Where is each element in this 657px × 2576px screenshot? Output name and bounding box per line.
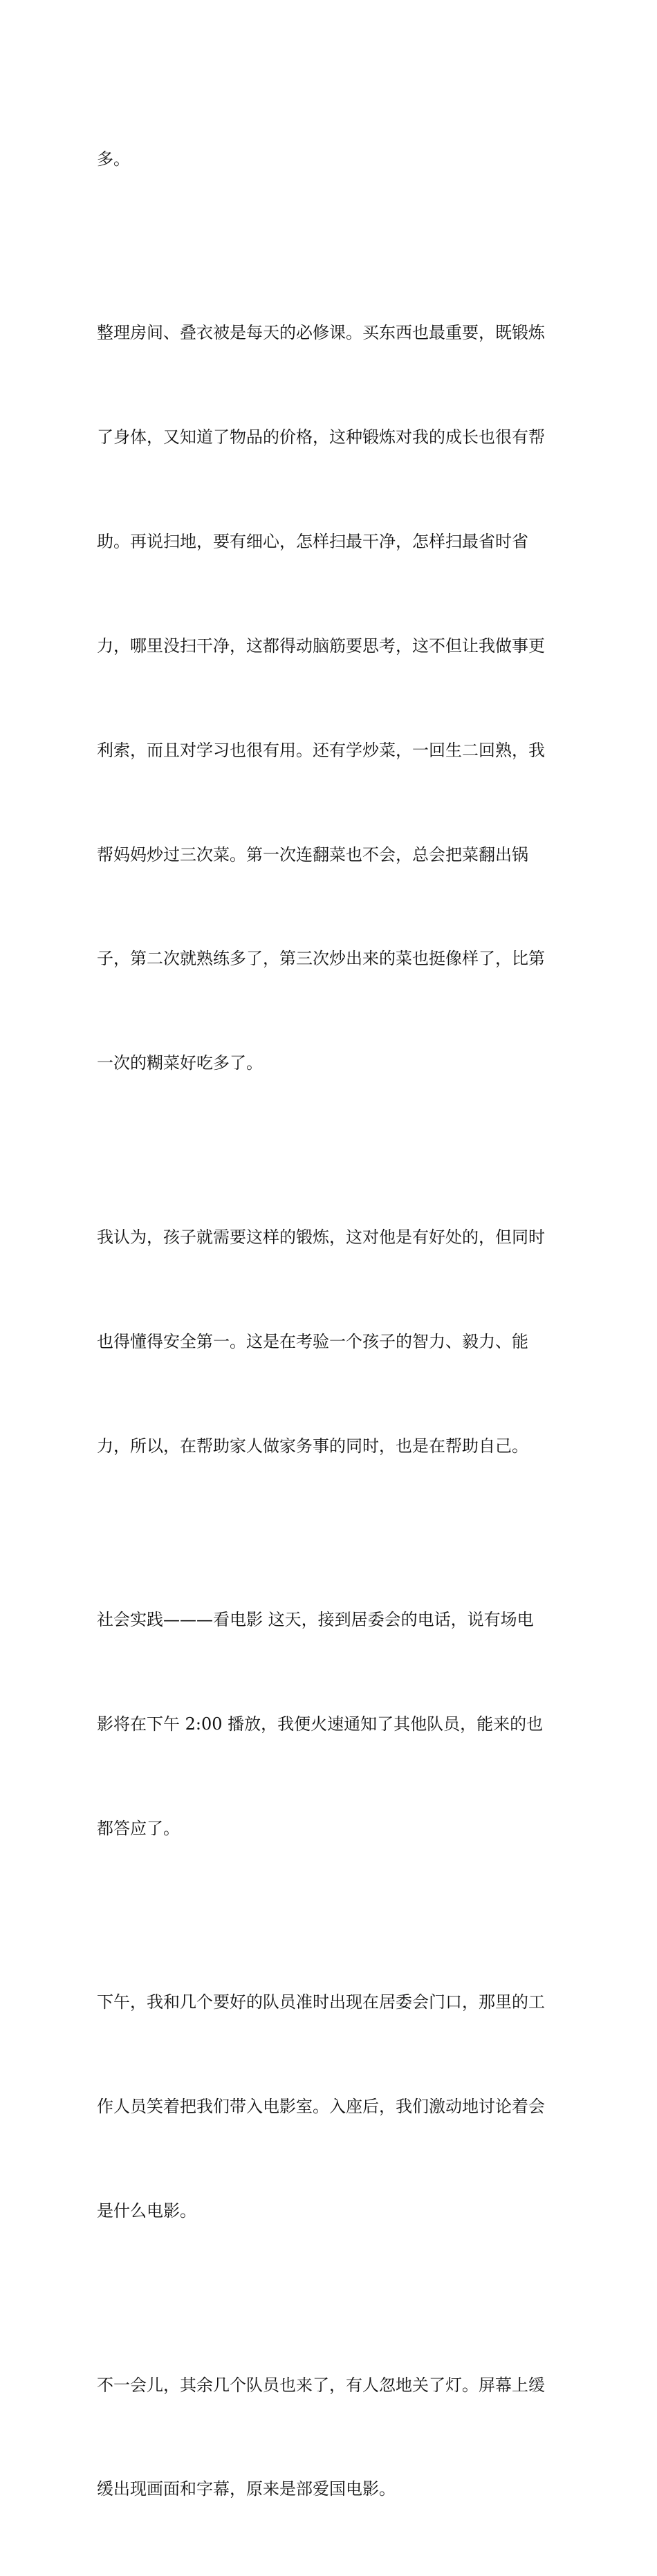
text-line: 力，所以，在帮助家人做家务事的同时，也是在帮助自己。 xyxy=(97,1436,528,1456)
text-line: 帮妈妈炒过三次菜。第一次连翻菜也不会，总会把菜翻出锅 xyxy=(97,844,528,864)
text-line: 我认为，孩子就需要这样的锻炼，这对他是有好处的，但同时 xyxy=(97,1227,545,1247)
text-line: 社会实践———看电影 这天，接到居委会的电话，说有场电 xyxy=(97,1610,534,1630)
paragraph-1 xyxy=(97,72,567,245)
paragraph-4 xyxy=(97,1532,567,1915)
text-line: 子，第二次就熟练多了，第三次炒出来的菜也挺像样了，比第 xyxy=(97,949,545,969)
document-body xyxy=(97,72,567,2576)
text-line: 助。再说扫地，要有细心，怎样扫最干净，怎样扫最省时省 xyxy=(97,531,528,551)
paragraph-3 xyxy=(97,1150,567,1532)
paragraph-6 xyxy=(97,2298,567,2576)
text-line: 利索，而且对学习也很有用。还有学炒菜，一回生二回熟，我 xyxy=(97,740,545,760)
text-line: 缓出现画面和字幕，原来是部爱国电影。 xyxy=(97,2479,396,2499)
text-line: 也得懂得安全第一。这是在考验一个孩子的智力、毅力、能 xyxy=(97,1331,528,1351)
text-line: 影将在下午 2:00 播放，我便火速通知了其他队员，能来的也 xyxy=(97,1714,544,1734)
text-line: 都答应了。 xyxy=(97,1818,180,1838)
paragraph-2 xyxy=(97,245,567,1150)
text-line: 多。 xyxy=(97,149,130,169)
paragraph-5 xyxy=(97,1916,567,2298)
text-line: 了身体，又知道了物品的价格，这种锻炼对我的成长也很有帮 xyxy=(97,427,545,447)
text-line: 一次的糊菜好吃多了。 xyxy=(97,1053,263,1073)
text-line: 是什么电影。 xyxy=(97,2201,196,2221)
text-line: 力，哪里没扫干净，这都得动脑筋要思考，这不但让我做事更 xyxy=(97,636,545,656)
text-line: 不一会儿，其余几个队员也来了，有人忽地关了灯。屏幕上缓 xyxy=(97,2375,545,2395)
text-line: 下午，我和几个要好的队员准时出现在居委会门口，那里的工 xyxy=(97,1992,545,2012)
text-line: 作人员笑着把我们带入电影室。入座后，我们激动地讨论着会 xyxy=(97,2097,545,2117)
text-line: 整理房间、叠衣被是每天的必修课。买东西也最重要，既锻炼 xyxy=(97,323,545,343)
